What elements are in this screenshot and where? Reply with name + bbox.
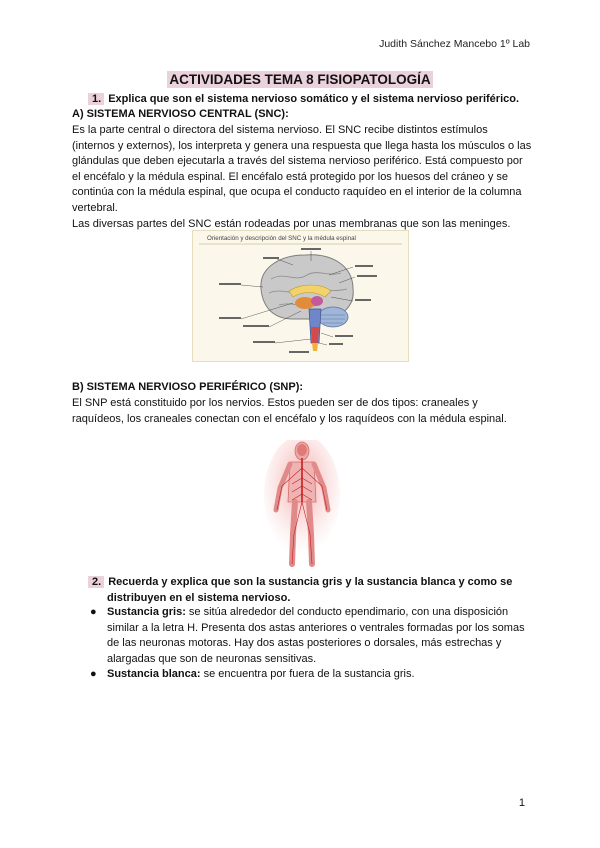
bullet-term: Sustancia gris: [107,606,186,618]
snc-paragraph-1: Es la parte central o directora del sistema nervioso. El SNC recibe distintos estímulos (internos y externos), los interpreta y genera una respuesta que llega hasta los músculos o las glándulas que deben ejecutarla a través del sistema nervioso periférico. Está compuesto por el encéfalo y la médula espinal. El encéfalo está protegido por los huesos del cráneo y se continúa con la médula espinal, que ocupa el conducto raquídeo en el interior de la columna vertebral. [72,124,532,214]
page-number: 1 [518,797,525,809]
header-author: Judith Sánchez Mancebo 1º Lab [379,38,530,50]
bullet-term: Sustancia blanca: [107,668,201,681]
snp-text [72,396,532,427]
bullet-list [88,605,528,683]
bullet-dot: ● [90,606,97,618]
page-title-text: ACTIVIDADES TEMA 8 FISIOPATOLOGÍA [169,72,431,87]
bullet-text: se sitúa alrededor del conducto ependimario, con una disposición similar a la letra H. Presenta dos astas anteriores o ventrales formadas por los somas de las neuronas motoras. Hay dos astas posteriores o dorsales, más estrechas y alargadas que son de neuronas sensitivas. [107,606,525,665]
snp-heading: B) SISTEMA NERVIOSO PERIFÉRICO (SNP): [72,381,304,393]
question-2-line-2: distribuyen en el sistema nervioso. [107,591,291,604]
list-item [88,605,528,667]
question-1 [88,93,519,105]
snc-heading: A) SISTEMA NERVIOSO CENTRAL (SNC): [72,108,289,120]
question-1-text: Explica que son el sistema nervioso somático y el sistema nervioso periférico. [108,93,520,105]
question-1-number: 1. [88,93,104,105]
list-item [88,667,528,683]
snc-text [72,123,532,232]
snc-brain-figure [192,230,409,362]
body-nervous-illustration [262,440,342,570]
bullet-text: se encuentra por fuera de la sustancia gris. [200,668,415,681]
snp-paragraph: El SNP está constituido por los nervios. Estos pueden ser de dos tipos: craneales y raquídeos, los craneales conectan con el encéfalo y los raquídeos con la médula espinal. [72,397,507,425]
figure-title: Orientación y descripción del SNC y la médula espinal [207,235,356,242]
bullet-dot: ● [90,668,97,681]
question-2 [88,575,528,606]
snc-paragraph-2: Las diversas partes del SNC están rodeadas por unas membranas que son las meninges. [72,217,511,230]
question-2-number: 2. [88,576,104,588]
question-2-line-1: Recuerda y explica que son la sustancia gris y la sustancia blanca y como se [108,576,513,588]
page-title [0,72,600,87]
brain-illustration [193,231,408,361]
snp-body-figure [262,440,342,570]
